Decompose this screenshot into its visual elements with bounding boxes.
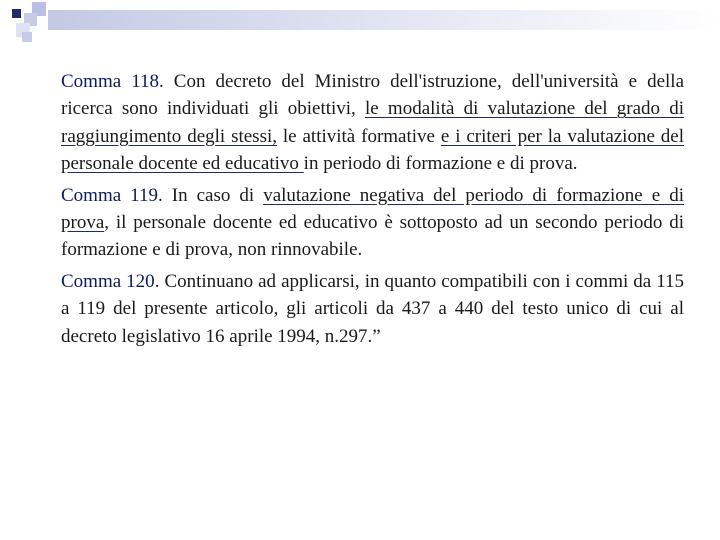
- decorative-square: [22, 32, 32, 42]
- underlined-text: le modalità di valutazione del grado di raggiungimento degli stessi,: [61, 98, 684, 147]
- underlined-text: e i criteri per la valutazione del personale docente ed educativo: [61, 125, 684, 175]
- text-segment: In caso di: [171, 184, 264, 206]
- text-segment: Con decreto del Ministro dell'istruzione, dell'università e della ricerca sono individuati gli obiettivi,: [61, 71, 685, 120]
- text-segment: .: [159, 71, 174, 92]
- text-segment: le attività formative: [277, 125, 441, 147]
- decorative-square: [12, 9, 21, 18]
- paragraph-comma-118: [61, 68, 684, 178]
- text-segment: .: [157, 184, 172, 206]
- comma-label: Comma 120: [61, 270, 155, 292]
- text-segment: in periodo di formazione e di prova.: [303, 153, 578, 175]
- document-body: [61, 68, 684, 354]
- text-segment: .: [154, 270, 165, 292]
- paragraph-comma-119: [61, 182, 684, 264]
- header-gradient-bar: [48, 10, 720, 30]
- underlined-text: valutazione negativa del periodo di formazione e di prova: [61, 184, 684, 234]
- comma-label: Comma 119: [61, 184, 158, 206]
- text-segment: Continuano ad applicarsi, in quanto compatibili con i commi da 115 a 119 del presente articolo, gli articoli da 437 a 440 del testo unico di cui al decreto legislativo 16 aprile 1994, n.297.”: [61, 270, 685, 347]
- comma-label: Comma 118: [61, 71, 159, 92]
- text-segment: , il personale docente ed educativo è sottoposto ad un secondo periodo di formazione e di prova, non rinnovabile.: [61, 212, 684, 261]
- paragraph-comma-120: [61, 268, 684, 350]
